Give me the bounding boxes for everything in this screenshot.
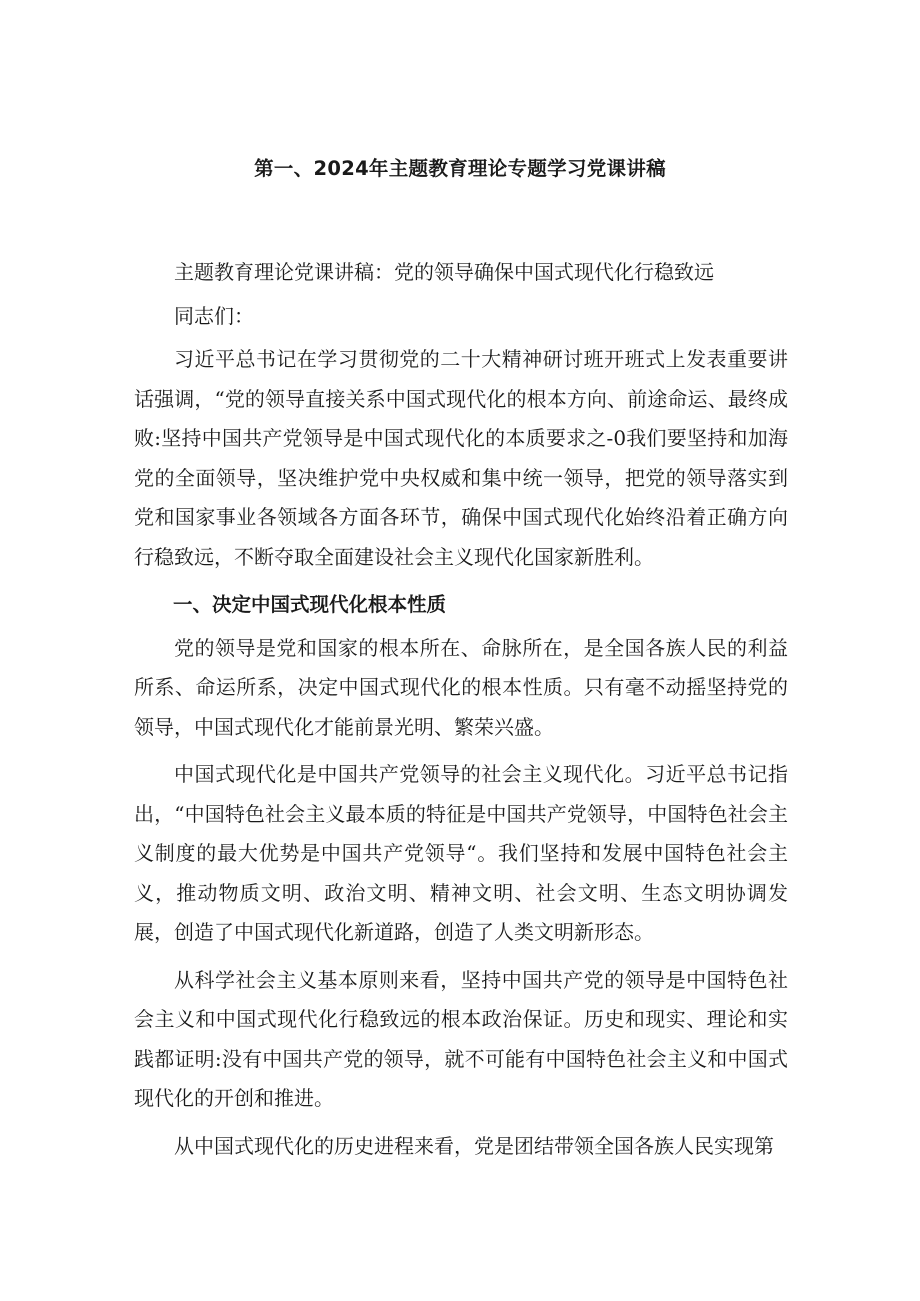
body-paragraph: 从科学社会主义基本原则来看，坚持中国共产党的领导是中国特色社会主义和中国式现代化行稳致远的根本政治保证。历史和现实、理论和实践都证明:没有中国共产党的领导，就不可能有中国特色社会主义和中国式现代化的开创和推进。	[134, 967, 788, 1110]
body-paragraph: 中国式现代化是中国共产党领导的社会主义现代化。习近平总书记指出，“中国特色社会主义最本质的特征是中国共产党领导，中国特色社会主义制度的最大优势是中国共产党领导“。我们坚持和发展中国特色社会主义，推动物质文明、政治文明、精神文明、社会文明、生态文明协调发展，创造了中国式现代化新道路，创造了人类文明新形态。	[134, 762, 788, 944]
section-heading: 一、决定中国式现代化根本性质	[173, 593, 447, 616]
document-body	[134, 253, 788, 1174]
document-title: 第一、2024年主题教育理论专题学习党课讲稿	[254, 157, 666, 180]
salutation: 同志们：	[174, 303, 254, 328]
intro-paragraph: 习近平总书记在学习贯彻党的二十大精神研讨班开班式上发表重要讲话强调，“党的领导直接关系中国式现代化的根本方向、前途命运、最终成败:坚持中国共产党领导是中国式现代化的本质要求之-0我们要坚持和加海党的全面领导，坚决维护党中央权威和集中统一领导，把党的领导落实到党和国家事业各领域各方面各环节，确保中国式现代化始终沿着正确方向行稳致远，不断夺取全面建设社会主义现代化国家新胜利。	[134, 347, 788, 569]
body-paragraph: 党的领导是党和国家的根本所在、命脉所在，是全国各族人民的利益所系、命运所系，决定中国式现代化的根本性质。只有毫不动摇坚持党的领导，中国式现代化才能前景光明、繁荣兴盛。	[134, 635, 788, 739]
document-subtitle: 主题教育理论党课讲稿：党的领导确保中国式现代化行稳致远	[174, 260, 714, 284]
body-paragraph: 从中国式现代化的历史进程来看，党是团结带领全国各族人民实现第	[174, 1133, 774, 1158]
